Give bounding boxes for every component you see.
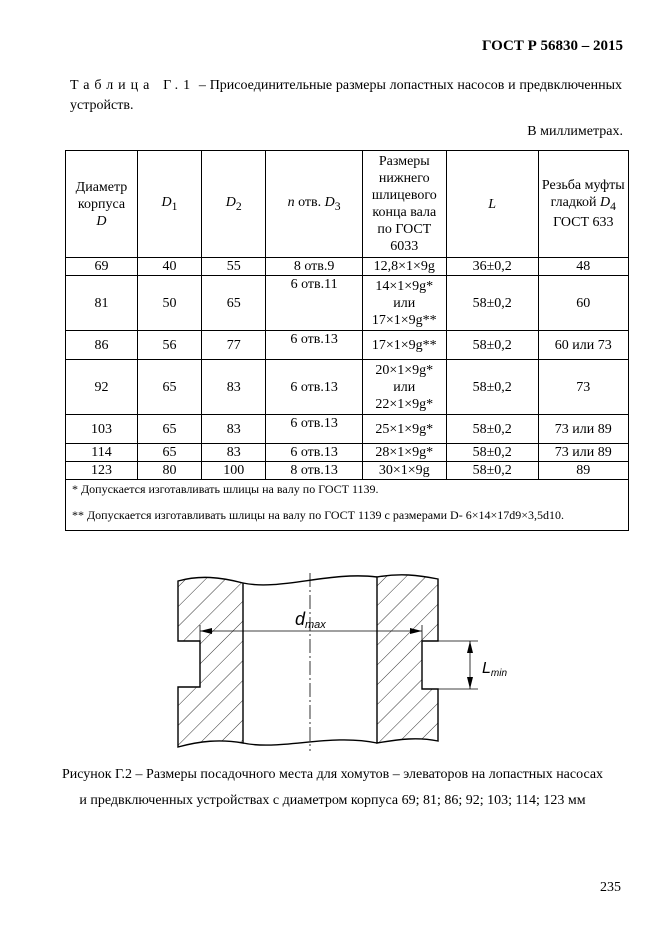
header-length: L [446, 151, 538, 258]
table-row: 103 65 83 6 отв.13 25×1×9g* 58±0,2 73 или 89 [66, 415, 629, 444]
dimensions-table [65, 150, 629, 531]
header-d2: $D_2$ [202, 151, 266, 258]
spline-cell: 20×1×9g* или 22×1×9g* [362, 360, 446, 415]
header-spline: Размеры нижнего шлицевого конца вала по ГОСТ 6033 [362, 151, 446, 258]
figure-caption: Рисунок Г.2 – Размеры посадочного места для хомутов – элеваторов на лопастных насосах и предвключенных устройствах с диаметром корпуса 69; 81; 86; 92; 103; 114; 123 мм [61, 767, 604, 808]
units-note: В миллиметрах. [527, 124, 623, 139]
table-row: 81 50 65 6 отв.11 14×1×9g* или 17×1×9g** 58±0,2 60 [66, 276, 629, 331]
note-double-star: ** Допускается изготавливать шлицы на валу по ГОСТ 1139 с размерами D- 6×14×17d9×3,5d10. [72, 508, 564, 522]
spline-cell: 14×1×9g* или 17×1×9g** [362, 276, 446, 331]
page-number: 235 [600, 880, 621, 895]
lmin-label: Lmin [482, 660, 508, 679]
dmax-label: dmax [295, 609, 326, 631]
table-notes [66, 480, 629, 531]
table-notes-row [66, 480, 629, 531]
table-row: 92 65 83 6 отв.13 20×1×9g* или 22×1×9g* 58±0,2 73 [66, 360, 629, 415]
document-header: ГОСТ Р 56830 – 2015 [481, 38, 623, 54]
header-thread: Резьба муфты гладкой $D_4$ ГОСТ 633 [538, 151, 628, 258]
table-row: 123 80 100 8 отв.13 30×1×9g 58±0,2 89 [66, 462, 629, 480]
clamp-seat-drawing [160, 565, 508, 755]
header-holes: n отв. $D_3$ [266, 151, 362, 258]
header-diameter: Диаметр корпуса D [66, 151, 138, 258]
table-row: 114 65 83 6 отв.13 28×1×9g* 58±0,2 73 или 89 [66, 444, 629, 462]
right-wall [377, 575, 438, 743]
note-single-star: * Допускается изготавливать шлицы на валу по ГОСТ 1139. [72, 482, 379, 496]
table-caption-label: Таблица Г.1 [70, 78, 196, 93]
table-caption [70, 76, 622, 116]
table-header-row [66, 151, 629, 258]
table-caption-text: Присоединительные размеры лопастных насосов и предвключенных устройств. [70, 78, 623, 113]
table-row: 86 56 77 6 отв.13 17×1×9g** 58±0,2 60 или 73 [66, 331, 629, 360]
header-d1: $D_1$ [137, 151, 201, 258]
left-wall [178, 577, 243, 747]
table-caption-dash: – [198, 78, 206, 93]
table-row: 69 40 55 8 отв.9 12,8×1×9g 36±0,2 48 [66, 258, 629, 276]
